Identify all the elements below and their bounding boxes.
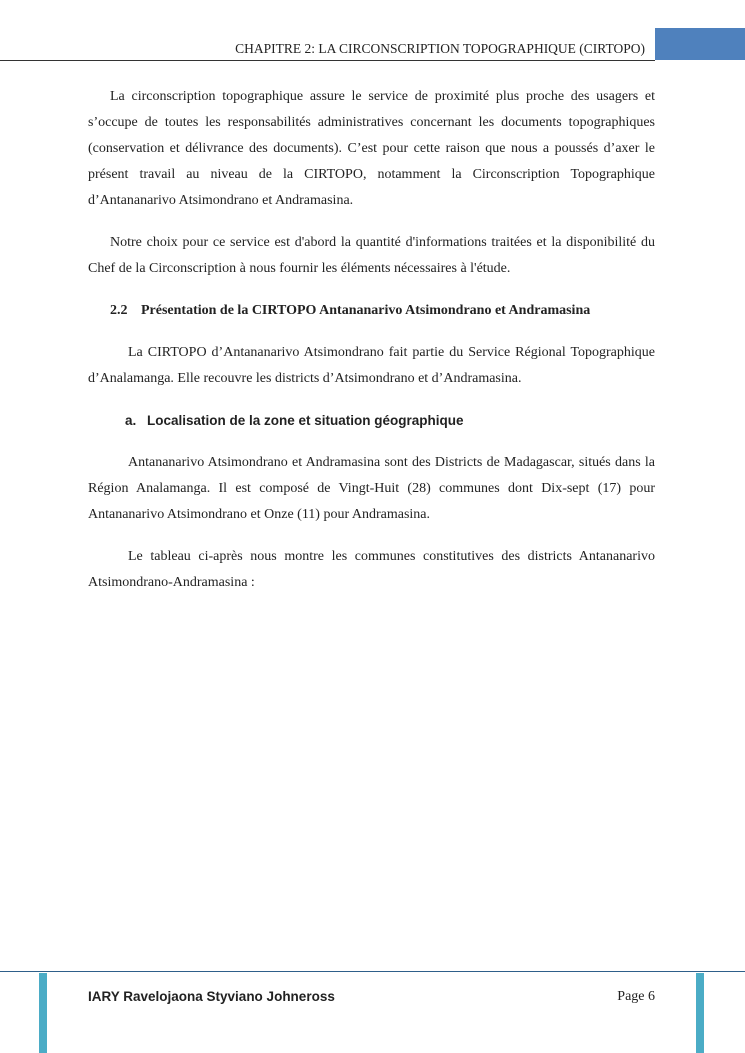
subsection-title: Localisation de la zone et situation géographique [147, 413, 464, 428]
footer-bar-right [696, 973, 704, 1053]
running-header-title: CHAPITRE 2: LA CIRCONSCRIPTION TOPOGRAPHIQUE (CIRTOPO) [235, 41, 645, 56]
paragraph-cirtopo: La CIRTOPO d’Antananarivo Atsimondrano fait partie du Service Régional Topographique d’Analamanga. Elle recouvre les districts d’Atsimondrano et d’Andramasina. [88, 345, 655, 386]
header-divider [0, 60, 655, 61]
paragraph-localisation: Antananarivo Atsimondrano et Andramasina sont des Districts de Madagascar, situés dans la Région Analamanga. Il est composé de Vingt-Huit (28) communes dont Dix-sept (17) pour Antananarivo Atsimondrano et Onze (11) pour Andramasina. [88, 455, 655, 522]
section-title: Présentation de la CIRTOPO Antananarivo Atsimondrano et Andramasina [141, 303, 591, 318]
paragraph-intro: La circonscription topographique assure le service de proximité plus proche des usagers et s’occupe de toutes les responsabilités administratives concernant les documents topographiques (conservation et délivrance des documents). C’est pour cette raison que nous a poussés d’axer le présent travail au niveau de la CIRTOPO, notamment la Circonscription Topographique d’Antananarivo Atsimondrano et Andramasina. [88, 89, 655, 208]
footer-bar-left [39, 973, 47, 1053]
footer-page-number: Page 6 [617, 989, 655, 1004]
header-accent-block [655, 28, 745, 60]
footer-author: IARY Ravelojaona Styviano Johneross [88, 989, 335, 1004]
page-body [88, 84, 655, 596]
section-number: 2.2 [110, 303, 128, 318]
paragraph-table-intro: Le tableau ci-après nous montre les communes constitutives des districts Antananarivo Atsimondrano-Andramasina : [88, 549, 655, 590]
section-heading-2-2 [110, 298, 655, 324]
subsection-heading-a [125, 408, 655, 434]
footer-divider [0, 971, 745, 972]
paragraph-choice: Notre choix pour ce service est d'abord la quantité d'informations traitées et la disponibilité du Chef de la Circonscription à nous fournir les éléments nécessaires à l'étude. [88, 235, 655, 276]
subsection-number: a. [125, 413, 137, 428]
